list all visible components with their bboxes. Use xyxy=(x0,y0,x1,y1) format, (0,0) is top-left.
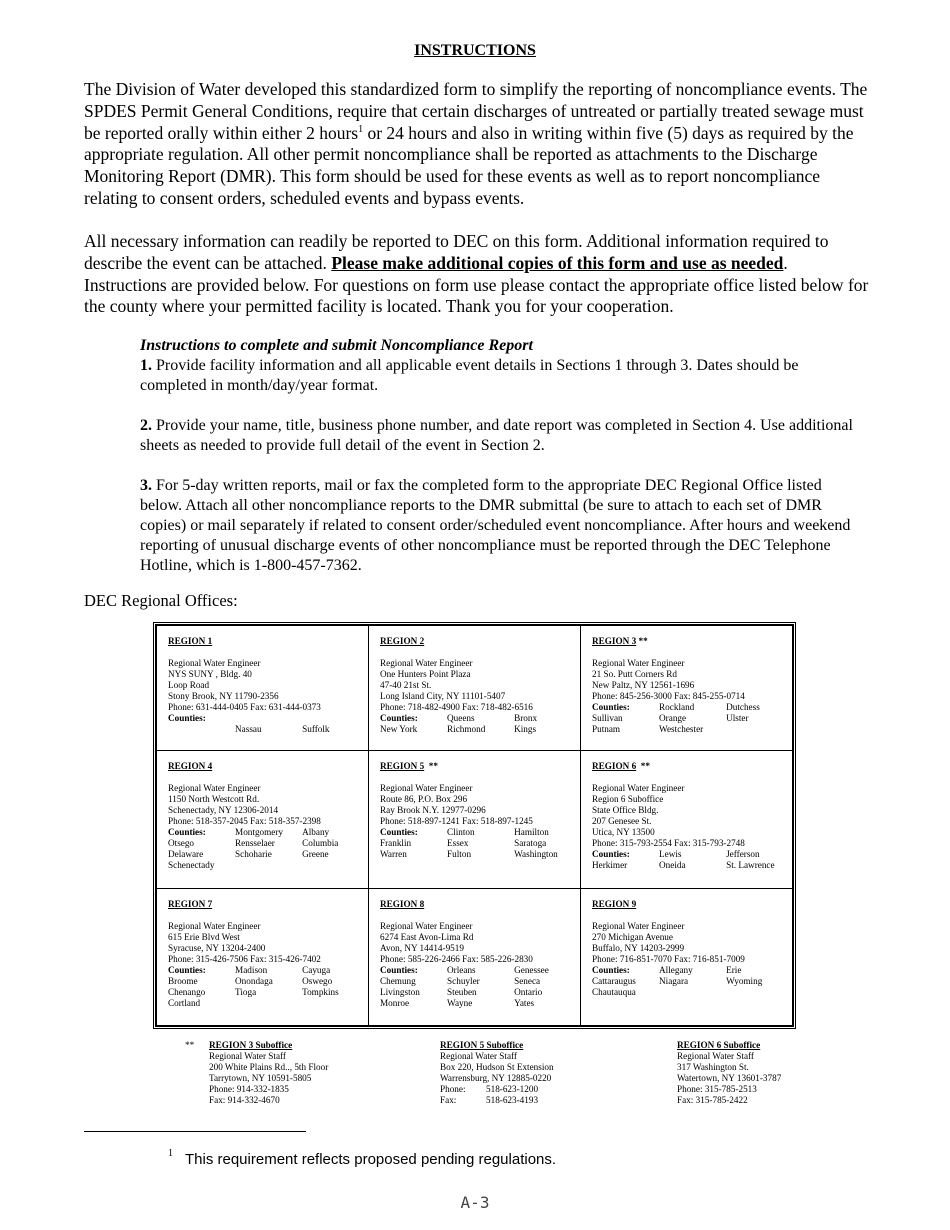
county-name: Genessee xyxy=(514,964,549,975)
county-name: Kings xyxy=(514,724,537,734)
suboffice-line: Regional Water Staff xyxy=(677,1051,754,1061)
fax-value: 518-623-4193 xyxy=(486,1095,539,1105)
county-name: Orange xyxy=(659,713,687,723)
step-text: Provide facility information and all applicable event details in Sections 1 through 3. Dates should be completed in month/day/year format. xyxy=(140,357,799,394)
region-name: REGION 2 xyxy=(380,636,425,646)
county-name: Oneida xyxy=(659,860,686,870)
step-number: 2. xyxy=(140,417,152,434)
counties-label: Counties: xyxy=(168,827,206,837)
suboffice-line: Fax: 315-785-2422 xyxy=(677,1095,748,1105)
region-heading xyxy=(380,636,570,658)
county-name: Montgomery xyxy=(235,827,284,837)
region-address-line: 207 Genesee St. xyxy=(592,816,652,826)
county-name: Oswego xyxy=(302,975,333,986)
county-name: Chemung xyxy=(380,975,416,986)
suboffice-star: ** xyxy=(185,1040,195,1050)
regions-grid xyxy=(156,625,793,1026)
county-name: Yates xyxy=(514,997,535,1008)
county-name: Clinton xyxy=(447,827,475,837)
region-cell xyxy=(369,888,581,1026)
fax-label: Fax: xyxy=(440,1095,457,1105)
county-name: Livingston xyxy=(380,986,420,997)
county-name: Cortland xyxy=(168,997,201,1008)
suboffice-line: Phone: 315-785-2513 xyxy=(677,1084,757,1094)
county-name: Dutchess xyxy=(726,702,760,712)
county-list xyxy=(168,965,358,1009)
region-address-line: Avon, NY 14414-9519 xyxy=(380,942,464,953)
region-address-line: Phone: 716-851-7070 Fax: 716-851-7009 xyxy=(592,953,745,964)
county-name: Sullivan xyxy=(592,713,623,723)
county-name xyxy=(302,713,358,724)
counties-label: Counties: xyxy=(168,964,206,975)
region-heading xyxy=(380,899,570,921)
region-address-line: New Paltz, NY 12561-1696 xyxy=(592,680,695,690)
region-address-line: 270 Michigan Avenue xyxy=(592,931,673,942)
county-name: Wayne xyxy=(447,997,473,1008)
region-address-line: 6274 East Avon-Lima Rd xyxy=(380,931,474,942)
footnote-number: 1 xyxy=(168,1148,173,1159)
phone-label: Phone: xyxy=(440,1084,466,1094)
county-name: Lewis xyxy=(659,849,682,859)
county-name: Ontario xyxy=(514,986,543,997)
suboffice-line: Regional Water Staff xyxy=(440,1051,517,1061)
counties-label: Counties: xyxy=(380,713,418,723)
footnote-divider xyxy=(84,1131,306,1132)
region-star: ** xyxy=(636,761,650,771)
suboffice-fax xyxy=(440,1095,554,1106)
county-name: Onondaga xyxy=(235,975,273,986)
county-name: Nassau xyxy=(235,724,262,734)
county-name: Steuben xyxy=(447,986,477,997)
county-name: Cayuga xyxy=(302,964,331,975)
county-list xyxy=(592,849,782,871)
county-name: Suffolk xyxy=(302,724,330,734)
county-name: Erie xyxy=(726,964,742,975)
county-name xyxy=(235,713,302,724)
region-address-line: Regional Water Engineer xyxy=(168,658,261,668)
county-name: Herkimer xyxy=(592,860,628,870)
region-address-line: Regional Water Engineer xyxy=(168,783,261,793)
county-list xyxy=(380,827,570,860)
region-address-line: 21 So. Putt Corners Rd xyxy=(592,669,677,679)
instructions-heading: Instructions to complete and submit Noncompliance Report xyxy=(140,337,533,354)
county-name: Richmond xyxy=(447,724,486,734)
region-cell xyxy=(369,751,581,889)
suboffice-line: Warrensburg, NY 12885-0220 xyxy=(440,1073,552,1083)
region-heading xyxy=(380,761,570,783)
step-text: Provide your name, title, business phone number, and date report was completed in Section 4. Use additional sheets as needed to provide full detail of the event in Section 2. xyxy=(140,417,853,454)
intro-paragraph xyxy=(84,79,869,210)
suboffice-line: Regional Water Staff xyxy=(209,1051,286,1061)
region-address-line: Region 6 Suboffice xyxy=(592,794,664,804)
region-cell xyxy=(157,888,369,1026)
region-name: REGION 9 xyxy=(592,898,637,909)
county-name: Monroe xyxy=(380,997,410,1008)
suboffice-line: 200 White Plains Rd.., 5th Floor xyxy=(209,1062,329,1072)
region-address-line: One Hunters Point Plaza xyxy=(380,669,471,679)
region-name: REGION 6 xyxy=(592,761,637,771)
region-address-line: Phone: 518-897-1241 Fax: 518-897-1245 xyxy=(380,816,533,826)
region-name: REGION 1 xyxy=(168,636,213,646)
region-heading xyxy=(168,761,358,783)
regions-row xyxy=(157,626,793,751)
suboffice-phone xyxy=(440,1084,554,1095)
step-number: 3. xyxy=(140,477,152,494)
counties-label: Counties: xyxy=(592,964,630,975)
region-address-line: Utica, NY 13500 xyxy=(592,827,655,837)
footnote-text: This requirement reflects proposed pending regulations. xyxy=(185,1151,557,1168)
county-name: Rockland xyxy=(659,702,695,712)
region-address-line: Regional Water Engineer xyxy=(380,783,473,793)
county-name: Bronx xyxy=(514,713,538,723)
region-heading xyxy=(592,636,782,658)
phone-value: 518-623-1200 xyxy=(486,1084,539,1094)
region-address-line: Loop Road xyxy=(168,680,210,690)
county-name: Washington xyxy=(514,849,558,859)
county-name: Schoharie xyxy=(235,849,272,859)
county-list xyxy=(168,713,358,735)
region-cell xyxy=(581,751,793,889)
info-paragraph xyxy=(84,231,869,318)
county-name: Chautauqua xyxy=(592,986,636,997)
county-name: Schuyler xyxy=(447,975,480,986)
county-name: New York xyxy=(380,724,418,734)
region-address-line: Regional Water Engineer xyxy=(380,658,473,668)
county-name: Putnam xyxy=(592,724,621,734)
county-name: Delaware xyxy=(168,849,204,859)
suboffice-line: Box 220, Hudson St Extension xyxy=(440,1062,554,1072)
region-5-suboffice xyxy=(440,1040,554,1106)
county-name: Schenectady xyxy=(168,860,215,870)
instruction-step-3 xyxy=(140,476,865,576)
county-name: Chenango xyxy=(168,986,206,997)
region-address-line: Regional Water Engineer xyxy=(592,658,685,668)
region-3-suboffice xyxy=(185,1040,328,1106)
region-address-line: Ray Brook N.Y. 12977-0296 xyxy=(380,805,486,815)
county-name: Madison xyxy=(235,964,268,975)
county-name: Westchester xyxy=(659,724,704,734)
step-number: 1. xyxy=(140,357,152,374)
region-heading xyxy=(168,636,358,658)
county-name: Orleans xyxy=(447,964,476,975)
region-cell xyxy=(157,626,369,751)
region-heading xyxy=(168,899,358,921)
region-address-line: Regional Water Engineer xyxy=(168,920,261,931)
footnote-ref: 1 xyxy=(358,123,364,135)
county-name: Niagara xyxy=(659,975,689,986)
region-address-line: Phone: 315-426-7506 Fax: 315-426-7402 xyxy=(168,953,321,964)
intro-text-a: The Division of Water developed this standardized form to simplify the reporting of noncompliance events. The SPDES Permit General Conditions, require that certain discharges of untreated or partially treated sewage must be reported orally within either 2 hours xyxy=(84,79,868,143)
suboffice-name: REGION 5 Suboffice xyxy=(440,1040,524,1050)
county-name: Broome xyxy=(168,975,198,986)
suboffice-name: REGION 6 Suboffice xyxy=(677,1040,761,1050)
region-address-line: 47-40 21st St. xyxy=(380,680,432,690)
region-address-line: Regional Water Engineer xyxy=(592,920,685,931)
county-name: St. Lawrence xyxy=(726,860,775,870)
county-name: Greene xyxy=(302,849,329,859)
region-address-line: Long Island City, NY 11101-5407 xyxy=(380,691,506,701)
county-name: Queens xyxy=(447,713,475,723)
county-name: Ulster xyxy=(726,713,749,723)
county-name: Warren xyxy=(380,849,407,859)
region-cell xyxy=(581,626,793,751)
region-6-suboffice xyxy=(677,1040,781,1106)
county-name: Allegany xyxy=(659,964,693,975)
region-address-line: State Office Bldg. xyxy=(592,805,659,815)
region-name: REGION 5 xyxy=(380,761,425,771)
region-address-line: 615 Erie Blvd West xyxy=(168,931,240,942)
intro-text-b: or 24 hours and also in writing within five (5) days as required by the appropriate regulation. All other permit noncompliance shall be reported as attachments to the Discharge Monitoring Report (DMR). This form should be used for these events as well as to report noncompliance relating to consent orders, scheduled events and bypass events. xyxy=(84,122,854,208)
counties-label: Counties: xyxy=(592,702,630,712)
county-name: Albany xyxy=(302,827,330,837)
info-text-a: All necessary information can readily be reported to DEC on this form. Additional information required to describe the event can be attached. xyxy=(84,231,829,273)
regional-offices-table xyxy=(153,622,796,1029)
region-address-line: Stony Brook, NY 11790-2356 xyxy=(168,691,279,701)
page-number: A-3 xyxy=(460,1193,490,1212)
county-name: Rensselaer xyxy=(235,838,275,848)
page-title: INSTRUCTIONS xyxy=(414,42,536,59)
suboffice-line: 317 Washington St. xyxy=(677,1062,749,1072)
region-star: ** xyxy=(424,761,438,771)
county-name xyxy=(168,724,235,735)
county-list xyxy=(592,702,782,735)
region-address-line: Regional Water Engineer xyxy=(380,920,473,931)
region-address-line: Phone: 718-482-4900 Fax: 718-482-6516 xyxy=(380,702,533,712)
county-name: Tioga xyxy=(235,986,257,997)
county-name: Franklin xyxy=(380,838,412,848)
region-cell xyxy=(157,751,369,889)
region-address-line: 1150 North Westcott Rd. xyxy=(168,794,260,804)
county-list xyxy=(380,713,570,735)
region-name: REGION 4 xyxy=(168,761,213,771)
region-address-line: Buffalo, NY 14203-2999 xyxy=(592,942,685,953)
county-name: Cattaraugus xyxy=(592,975,636,986)
region-address-line: Schenectady, NY 12306-2014 xyxy=(168,805,279,815)
suboffice-line: Phone: 914-332-1835 xyxy=(209,1084,289,1094)
info-text-b: . Instructions are provided below. For questions on form use please contact the appropriate office listed below for the county where your permitted facility is located. Thank you for your cooperation. xyxy=(84,252,869,317)
county-list xyxy=(592,965,782,998)
counties-label: Counties: xyxy=(168,713,206,723)
county-name: Fulton xyxy=(447,849,472,859)
county-name: Saratoga xyxy=(514,838,547,848)
county-name: Essex xyxy=(447,838,469,848)
region-name: REGION 7 xyxy=(168,898,213,909)
county-name: Tompkins xyxy=(302,986,339,997)
copies-emphasis: Please make additional copies of this form and use as needed xyxy=(331,252,784,273)
regions-row xyxy=(157,888,793,1026)
suboffice-line: Watertown, NY 13601-3787 xyxy=(677,1073,782,1083)
county-name: Hamilton xyxy=(514,827,549,837)
region-address-line: Phone: 518-357-2045 Fax: 518-357-2398 xyxy=(168,816,321,826)
region-heading xyxy=(592,899,782,921)
county-name: Wyoming xyxy=(726,975,763,986)
counties-label: Counties: xyxy=(380,827,418,837)
region-address-line: Phone: 845-256-3000 Fax: 845-255-0714 xyxy=(592,691,745,701)
county-name: Seneca xyxy=(514,975,541,986)
region-address-line: Regional Water Engineer xyxy=(592,783,685,793)
instruction-step-2 xyxy=(140,416,865,456)
region-name: REGION 3 xyxy=(592,636,637,646)
county-list xyxy=(168,827,358,871)
county-name: Otsego xyxy=(168,838,195,848)
region-address-line: Phone: 315-793-2554 Fax: 315-793-2748 xyxy=(592,838,745,848)
county-name: Jefferson xyxy=(726,849,760,859)
region-cell xyxy=(369,626,581,751)
county-list xyxy=(380,965,570,1009)
region-heading xyxy=(592,761,782,783)
region-address-line: Phone: 585-226-2466 Fax: 585-226-2830 xyxy=(380,953,533,964)
step-text: For 5-day written reports, mail or fax the completed form to the appropriate DEC Regional Office listed below. Attach all other noncompliance reports to the DMR submittal (be sure to attach to each set of DMR copies) or mail separately if related to consent order/scheduled event noncompliance. After hours and weekend reporting of unusual discharge events of other noncompliance must be reported through the DEC Telephone Hotline, which is 1-800-457-7362. xyxy=(140,477,851,574)
region-address-line: Phone: 631-444-0405 Fax: 631-444-0373 xyxy=(168,702,321,712)
counties-label: Counties: xyxy=(380,964,418,975)
regions-row xyxy=(157,751,793,889)
region-address-line: NYS SUNY , Bldg. 40 xyxy=(168,669,252,679)
suboffice-line: Fax: 914-332-4670 xyxy=(209,1095,280,1105)
regional-offices-label: DEC Regional Offices: xyxy=(84,591,238,610)
region-address-line: Route 86, P.O. Box 296 xyxy=(380,794,468,804)
suboffice-line: Tarrytown, NY 10591-5805 xyxy=(209,1073,312,1083)
region-address-line: Syracuse, NY 13204-2400 xyxy=(168,942,266,953)
counties-label: Counties: xyxy=(592,849,630,859)
region-star: ** xyxy=(636,636,648,646)
suboffice-name: REGION 3 Suboffice xyxy=(209,1040,293,1050)
region-name: REGION 8 xyxy=(380,898,425,909)
region-cell xyxy=(581,888,793,1026)
instruction-step-1 xyxy=(140,356,865,396)
county-name: Columbia xyxy=(302,838,339,848)
